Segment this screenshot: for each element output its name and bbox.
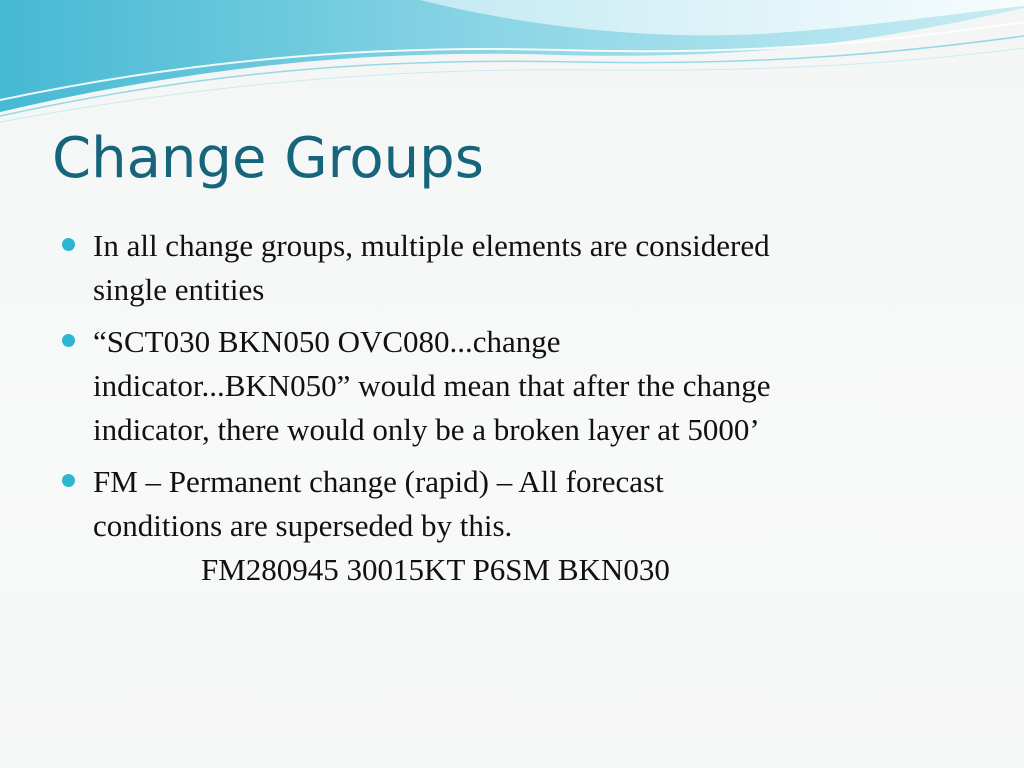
bullet-line: single entities [93, 272, 265, 307]
bullet-list [60, 224, 980, 600]
bullet-line: “SCT030 BKN050 OVC080...change [93, 324, 561, 359]
bullet-dot-icon [62, 334, 75, 347]
bullet-line: FM – Permanent change (rapid) – All forecast [93, 464, 664, 499]
slide-title: Change Groups [52, 126, 484, 191]
bullet-item [60, 224, 980, 312]
bullet-line: indicator, there would only be a broken layer at 5000’ [93, 412, 760, 447]
bullet-item [60, 460, 980, 592]
bullet-line: In all change groups, multiple elements are considered [93, 228, 770, 263]
bullet-line: indicator...BKN050” would mean that after the change [93, 368, 771, 403]
bullet-dot-icon [62, 238, 75, 251]
bullet-item [60, 320, 980, 452]
header-wave-decoration [0, 0, 1024, 130]
bullet-line: conditions are superseded by this. [93, 508, 513, 543]
taf-example-code: FM280945 30015KT P6SM BKN030 [201, 552, 670, 587]
bullet-dot-icon [62, 474, 75, 487]
